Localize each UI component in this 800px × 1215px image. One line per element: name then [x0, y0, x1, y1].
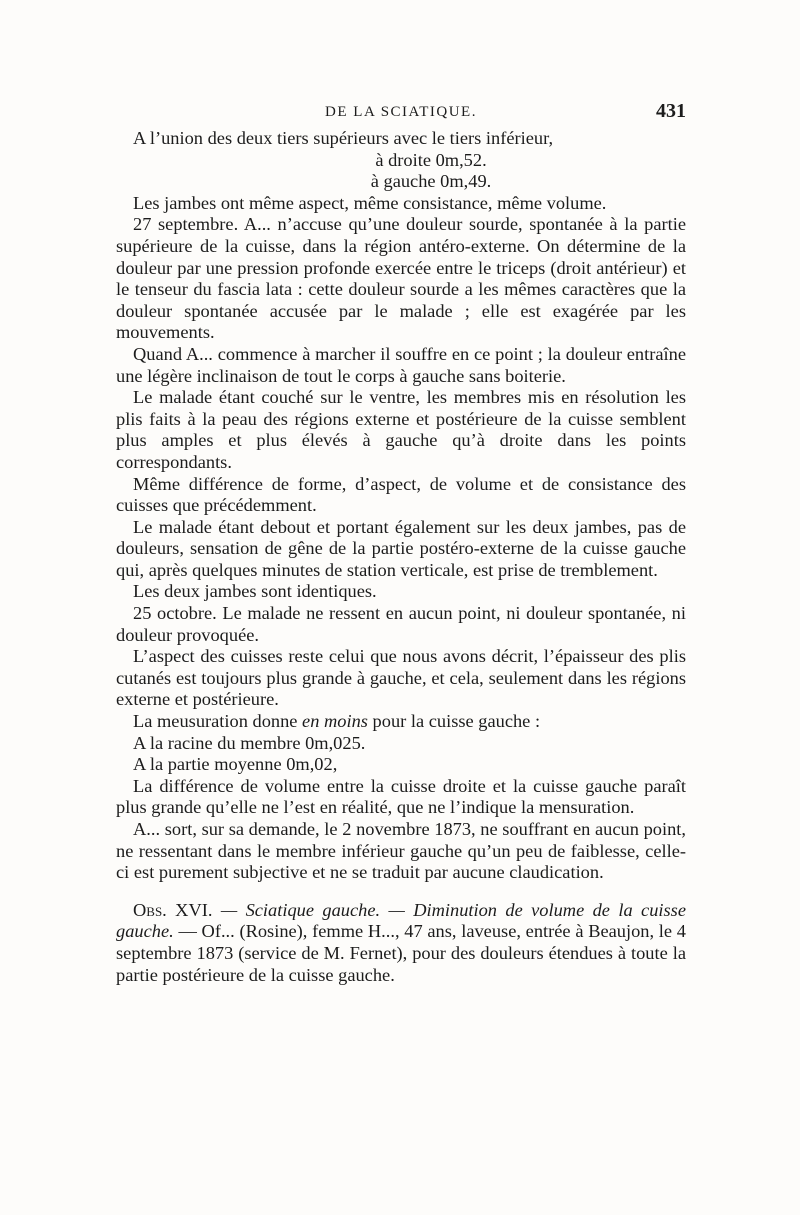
observation-title: — Sciatique gauche. — Diminution de volume de la cuisse gauche. — [116, 899, 686, 942]
observation-text: — Of... (Rosine), femme H..., 47 ans, laveuse, entrée à Beaujon, le 4 septembre 1873 (service de M. Fernet), pour des douleurs étendues à toute la partie postérieure de la cuisse gauche. — [116, 921, 686, 985]
paragraph: Les jambes ont même aspect, même consistance, même volume. — [133, 192, 607, 213]
observation-label: Obs. XVI. — [133, 899, 213, 920]
paragraph: Les deux jambes sont identiques. — [133, 581, 377, 602]
mensuration-line-2: A la partie moyenne 0m,02, — [133, 754, 338, 775]
mensuration-line-1: A la racine du membre 0m,025. — [133, 732, 366, 753]
page-body — [116, 128, 686, 986]
paragraph: Le malade étant debout et portant également sur les deux jambes, pas de douleurs, sensation de gêne de la partie postéro-externe de la cuisse gauche qui, après quelques minutes de station verticale, est prise de tremblement. — [116, 516, 686, 580]
paragraph: Quand A... commence à marcher il souffre en ce point ; la douleur entraîne une légère inclinaison de tout le corps à gauche sans boiterie. — [116, 343, 686, 386]
paragraph: Même différence de forme, d’aspect, de volume et de consistance des cuisses que précédemment. — [116, 473, 686, 516]
mensuration-intro-em: en moins — [302, 711, 368, 732]
paragraph: La différence de volume entre la cuisse droite et la cuisse gauche paraît plus grande qu’elle ne l’est en réalité, que ne l’indique la mensuration. — [116, 775, 686, 818]
measure-left: à gauche 0m,49. — [370, 171, 492, 192]
paragraph: L’aspect des cuisses reste celui que nous avons décrit, l’épaisseur des plis cutanés est toujours plus grande à gauche, et cela, seulement dans les régions externe et postérieure. — [116, 646, 686, 710]
paragraph: 27 septembre. A... n’accuse qu’une douleur sourde, spontanée à la partie supérieure de la cuisse, dans la région antéro-externe. On détermine de la douleur par une pression profonde exercée entre le triceps (droit antérieur) et le tenseur du fascia lata : cette douleur sourde a les mêmes caractères que la douleur spontanée accusée par le malade ; elle est exagérée par les mouvements. — [116, 214, 686, 343]
running-title: DE LA SCIATIQUE. — [325, 104, 477, 120]
mensuration-intro-before: La meusuration donne — [133, 711, 303, 732]
page-number: 431 — [656, 100, 686, 122]
measure-right: à droite 0m,52. — [375, 149, 487, 170]
paragraph: Le malade étant couché sur le ventre, les membres mis en résolution les plis faits à la peau des régions externe et postérieure de la cuisse semblent plus amples et plus élevés à gauche qu’à droite dans les points correspondants. — [116, 387, 686, 472]
running-head — [116, 100, 686, 126]
observation — [116, 900, 686, 986]
mensuration-intro-after: pour la cuisse gauche : — [367, 711, 541, 732]
measure-intro: A l’union des deux tiers supérieurs avec le tiers inférieur, — [133, 128, 554, 148]
paragraph: 25 octobre. Le malade ne ressent en aucun point, ni douleur spontanée, ni douleur provoquée. — [116, 603, 686, 645]
mensuration-intro — [116, 711, 686, 733]
paragraph: A... sort, sur sa demande, le 2 novembre 1873, ne souffrant en aucun point, ne ressentant dans le membre inférieur gauche qu’un peu de faiblesse, celle-ci est purement subjective et ne se traduit par aucune claudication. — [116, 819, 686, 883]
